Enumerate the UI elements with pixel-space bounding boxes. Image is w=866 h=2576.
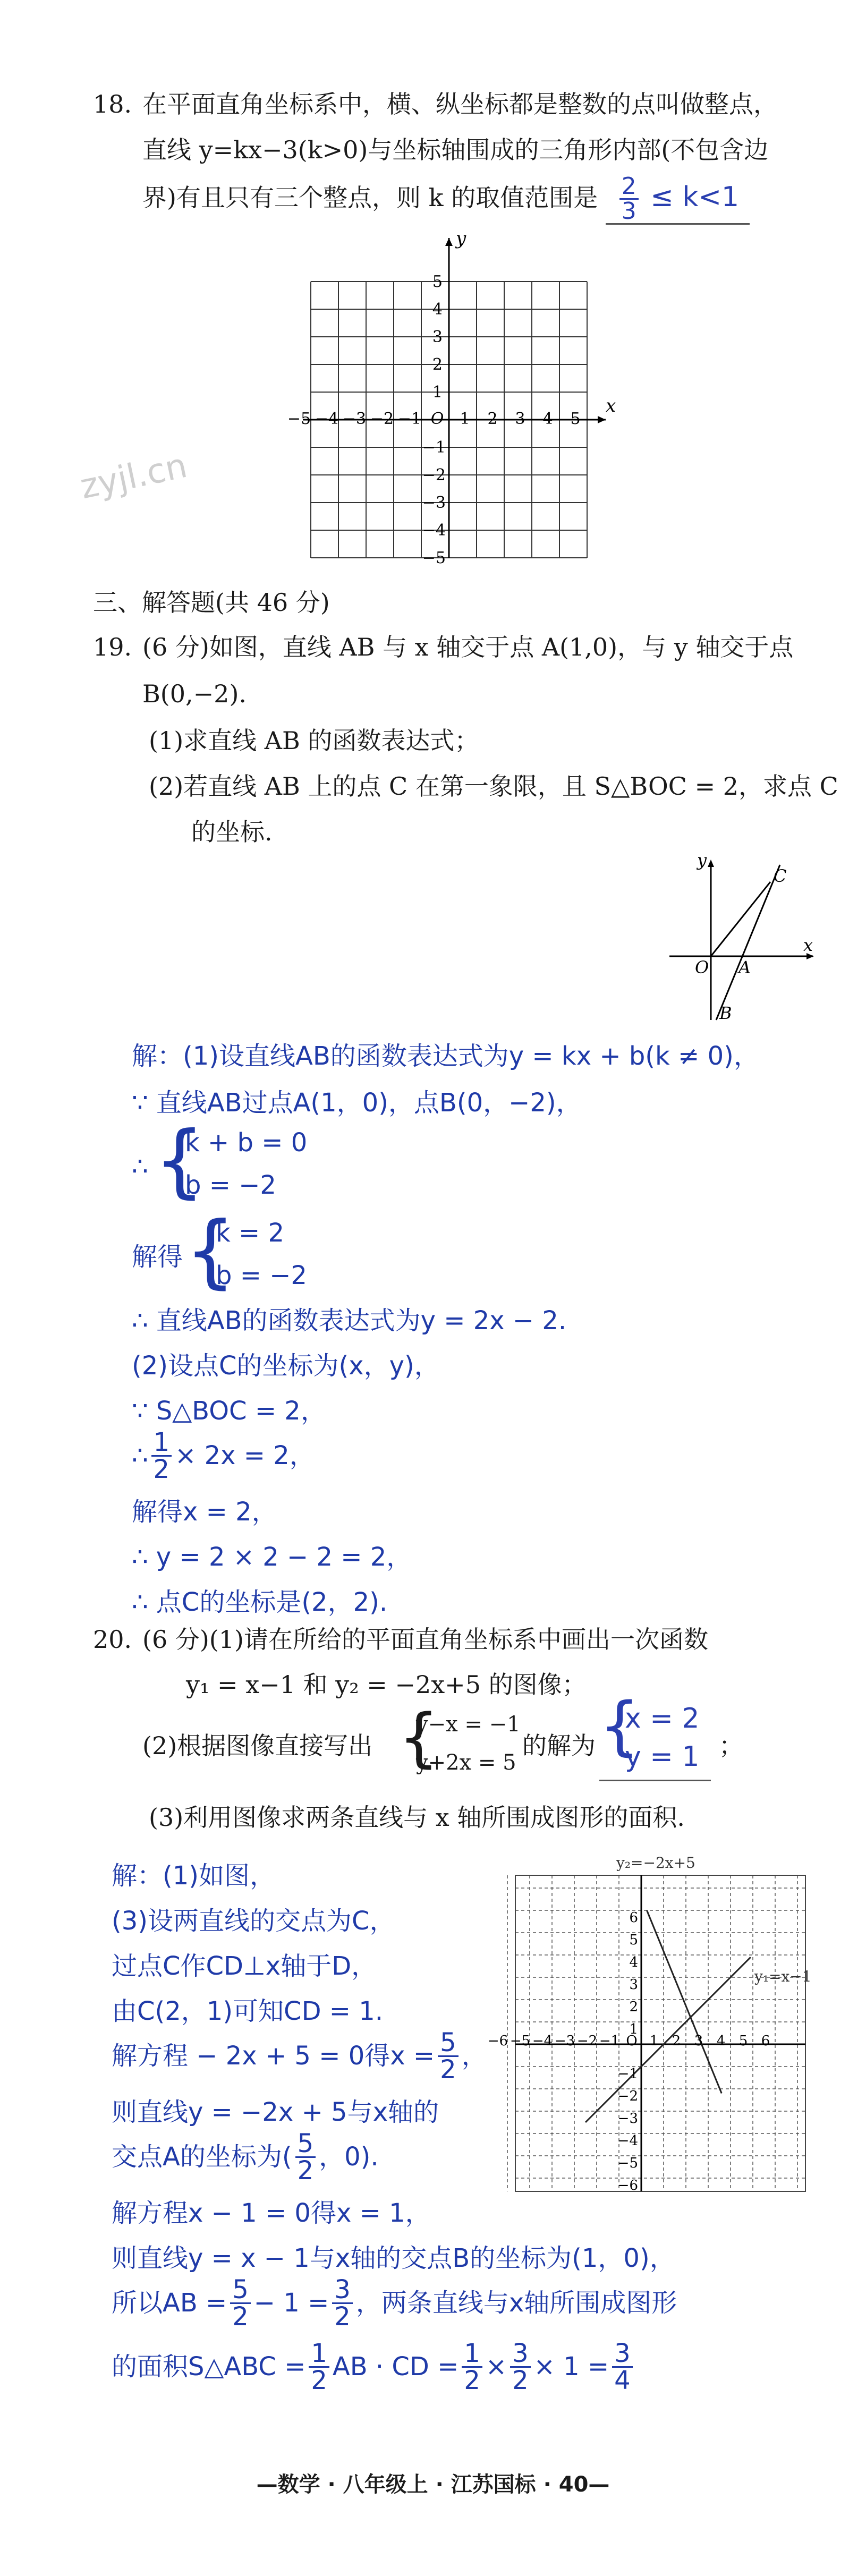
q20-line-y2 xyxy=(647,1910,722,2093)
q20-x-tick: −2 xyxy=(576,2033,598,2049)
q20-x-tick: 2 xyxy=(672,2033,681,2049)
q20-y-tick: −5 xyxy=(617,2155,638,2171)
q19-sol-l3-eq2: b = −2 xyxy=(185,1170,276,1200)
q19-figure xyxy=(664,850,823,1025)
q18-x-arrow xyxy=(598,416,606,423)
q20-sol-l5-post: ， xyxy=(461,2041,487,2071)
q19-line-AB xyxy=(716,865,780,1020)
q19-sol-l8-therefore: ∴ xyxy=(132,1441,148,1470)
q20-sol-l7-pre: 交点A的坐标为( xyxy=(112,2142,292,2172)
q20-sol-l10-frac2 xyxy=(332,2274,353,2332)
q20-sol-l10-d2: 2 xyxy=(334,2301,351,2332)
q18-y-tick: −4 xyxy=(422,521,446,540)
q18-grid-figure xyxy=(287,228,616,568)
q18-line1: 在平面直角坐标系中，横、纵坐标都是整数的点叫做整点， xyxy=(142,90,778,118)
q20-sol-l10-n2: 3 xyxy=(332,2277,353,2304)
q20-sol-l11-d4: 4 xyxy=(614,2365,631,2395)
q20-sol-l11-mid1: AB · CD = xyxy=(332,2352,459,2382)
q20-sol-l11-d1: 2 xyxy=(311,2365,327,2395)
q20-x-tick: −4 xyxy=(532,2033,553,2049)
q18-x-label: x xyxy=(606,395,616,416)
q18-answer-rest: ≤ k<1 xyxy=(650,181,740,213)
q20-sol-l9: 则直线y = x − 1与x轴的交点B的坐标为(1，0)， xyxy=(112,2243,675,2273)
q18-y-tick: 5 xyxy=(432,273,443,291)
q19-sol-l4-label: 解得 xyxy=(132,1242,183,1272)
q20-sol-l8: 解方程x − 1 = 0得x = 1， xyxy=(112,2198,431,2228)
q19-sol-l4-brace: { xyxy=(185,1205,236,1297)
q20-label-y1: y₁=x−1 xyxy=(754,1968,812,1985)
q18-x-tick: 5 xyxy=(570,410,581,428)
q18-x-tick: −3 xyxy=(342,410,367,428)
q19-label-y: y xyxy=(697,850,707,870)
q20-sol-l11-frac1 xyxy=(309,2338,329,2395)
q20-answer-y: y = 1 xyxy=(625,1741,700,1773)
q18-x-tick: −2 xyxy=(370,410,394,428)
q20-x-tick: −1 xyxy=(599,2033,620,2049)
q19-label-B: B xyxy=(719,1003,732,1023)
q19-sol-l8-fraction xyxy=(151,1427,172,1484)
q20-line2: y₁ = x−1 和 y₂ = −2x+5 的图像； xyxy=(186,1670,587,1699)
q19-sol-l4-eq2: b = −2 xyxy=(216,1261,307,1290)
q20-sol-l11 xyxy=(112,2335,636,2399)
q19-sol-l2: ∵ 直线AB过点A(1，0)，点B(0，−2)， xyxy=(132,1088,582,1118)
q20-graph xyxy=(487,1849,813,2221)
q18-x-tick: 1 xyxy=(460,410,470,428)
q19-sol-l3 xyxy=(132,1115,504,1209)
q20-sol-l10-frac1 xyxy=(230,2274,251,2332)
q19-line-OC xyxy=(711,882,770,956)
q18-y-tick: 1 xyxy=(432,383,443,402)
q20-sol-l10-post: ，两条直线与x轴所围成图形 xyxy=(355,2288,677,2318)
q20-x-tick: 6 xyxy=(761,2033,770,2049)
q18-x-tick: 4 xyxy=(542,410,553,428)
q18-x-tick: 3 xyxy=(515,410,525,428)
q19-sol-l4 xyxy=(132,1205,504,1299)
q19-sol-l8-num: 1 xyxy=(151,1430,172,1457)
q20-sol-l2: (3)设两直线的交点为C， xyxy=(112,1906,395,1936)
q18-y-tick: 3 xyxy=(432,328,443,346)
q20-sol-l11-mid2: × xyxy=(485,2352,507,2382)
q19-sol-l6: (2)设点C的坐标为(x，y)， xyxy=(132,1351,440,1381)
q18-y-tick: −2 xyxy=(422,466,446,484)
q20-answer-box xyxy=(599,1689,711,1781)
q20-y-tick: 5 xyxy=(629,1932,638,1948)
q18-x-tick: O xyxy=(430,410,444,428)
q20-line1: (6 分)(1)请在所给的平面直角坐标系中画出一次函数 xyxy=(142,1625,708,1654)
q19-sol-l4-eq1: k = 2 xyxy=(216,1218,285,1248)
q20-sol-l3: 过点C作CD⊥x轴于D， xyxy=(112,1951,377,1981)
q18-y-arrow xyxy=(445,238,453,246)
q20-y-tick: −3 xyxy=(617,2111,638,2127)
q20-y-tick: 4 xyxy=(629,1954,638,1970)
q18-answer-den: 3 xyxy=(621,197,636,225)
q20-x-tick: 5 xyxy=(738,2033,748,2049)
q18-number: 18. xyxy=(93,90,132,118)
q20-sol-l4: 由C(2，1)可知CD = 1. xyxy=(112,1996,384,2026)
q20-sol-l5-pre: 解方程 − 2x + 5 = 0得x = xyxy=(112,2041,435,2071)
q19-sol-l3-therefore: ∴ xyxy=(132,1152,148,1181)
q19-part2a: (2)若直线 AB 上的点 C 在第一象限，且 S△BOC = 2，求点 C xyxy=(149,772,838,801)
page-footer: —数学 · 八年级上 · 江苏国标 · 40— xyxy=(256,2472,610,2497)
q18-y-tick: −1 xyxy=(422,438,446,457)
q20-x-tick: −3 xyxy=(554,2033,575,2049)
q19-part1: (1)求直线 AB 的函数表达式； xyxy=(149,726,479,755)
q20-part2-pre: (2)根据图像直接写出 xyxy=(142,1731,373,1760)
q20-answer-x: x = 2 xyxy=(625,1703,700,1735)
q20-part3: (3)利用图像求两条直线与 x 轴所围成图形的面积. xyxy=(149,1803,685,1832)
q20-sol-l11-frac4 xyxy=(612,2338,633,2395)
q19-line2: B(0,−2). xyxy=(142,679,247,708)
q20-sol-l7 xyxy=(112,2125,379,2189)
q19-sol-l10: ∴ y = 2 × 2 − 2 = 2， xyxy=(132,1542,412,1572)
q18-y-tick: −5 xyxy=(422,549,446,567)
q20-x-tick: O xyxy=(626,2033,638,2049)
q20-sol-l10-n1: 5 xyxy=(230,2277,251,2304)
q19-sol-l8 xyxy=(132,1424,315,1487)
q20-sol-l10-mid: − 1 = xyxy=(253,2288,329,2318)
q20-y-tick: −2 xyxy=(617,2088,638,2104)
q18-x-tick: 2 xyxy=(487,410,498,428)
q20-sol-l6: 则直线y = −2x + 5与x轴的 xyxy=(112,2097,439,2127)
q20-part2-end: ； xyxy=(719,1731,743,1760)
q20-answer-brace: { xyxy=(599,1689,640,1763)
q20-sol-l11-mid3: × 1 = xyxy=(533,2352,609,2382)
q20-part2-brace: { xyxy=(398,1701,439,1775)
q19-y-arrow xyxy=(708,860,714,867)
q20-sol-l7-num: 5 xyxy=(295,2131,316,2158)
q20-sol-l11-d3: 2 xyxy=(512,2365,529,2395)
q20-sol-l7-post: ，0). xyxy=(319,2142,379,2172)
q18-y-tick: 4 xyxy=(432,300,443,319)
q19-number: 19. xyxy=(93,633,132,661)
q20-y-tick: 3 xyxy=(629,1977,638,1993)
q18-y-tick: −3 xyxy=(422,494,446,512)
q20-sol-l11-n3: 3 xyxy=(510,2341,531,2368)
q20-y-tick: 2 xyxy=(629,1999,638,2015)
q19-label-C: C xyxy=(774,866,787,886)
q19-label-A: A xyxy=(738,957,751,977)
q20-x-tick: 4 xyxy=(716,2033,726,2049)
q18-line3 xyxy=(142,173,750,225)
q20-sol-l7-fraction xyxy=(295,2128,316,2186)
q19-label-x: x xyxy=(803,935,813,955)
q20-y-tick: −4 xyxy=(617,2133,638,2149)
q20-sol-l11-n2: 1 xyxy=(462,2341,482,2368)
q20-sol-l11-frac2 xyxy=(462,2338,482,2395)
q18-answer-num: 2 xyxy=(619,175,639,200)
q19-line1: (6 分)如图，直线 AB 与 x 轴交于点 A(1,0)，与 y 轴交于点 xyxy=(142,633,794,661)
q20-number: 20. xyxy=(93,1625,132,1654)
q18-y-tick: 2 xyxy=(432,355,443,374)
q20-y-tick: −6 xyxy=(617,2178,638,2194)
q20-sol-l11-n4: 3 xyxy=(612,2341,633,2368)
q20-sol-l10-pre: 所以AB = xyxy=(112,2288,227,2318)
q19-sol-l3-eq1: k + b = 0 xyxy=(185,1128,308,1158)
watermark: zyjl.cn xyxy=(77,446,191,507)
q19-sol-l7: ∵ S△BOC = 2， xyxy=(132,1396,326,1426)
q19-part2b: 的坐标. xyxy=(191,818,273,846)
q20-label-y2: y₂=−2x+5 xyxy=(616,1854,695,1872)
q18-y-label: y xyxy=(456,228,466,249)
q20-x-tick: 3 xyxy=(694,2033,703,2049)
q18-answer xyxy=(606,173,750,225)
q19-sol-l9: 解得x = 2， xyxy=(132,1497,277,1527)
q20-x-tick: −5 xyxy=(510,2033,531,2049)
q18-x-tick: −1 xyxy=(397,410,422,428)
q20-sol-l5 xyxy=(112,2024,487,2088)
q20-part2-mid: 的解为 xyxy=(522,1731,596,1760)
q19-sol-l8-den: 2 xyxy=(153,1454,170,1484)
q19-sol-l1: 解：(1)设直线AB的函数表达式为y = kx + b(k ≠ 0)， xyxy=(132,1041,759,1071)
q18-answer-fraction xyxy=(619,172,639,225)
q20-sys-eq1: y−x = −1 xyxy=(416,1712,521,1737)
q19-sol-l8-rest: × 2x = 2， xyxy=(175,1441,315,1470)
q20-part2 xyxy=(142,1689,833,1790)
q19-sol-l3-brace: { xyxy=(154,1115,205,1207)
q20-sol-l11-d2: 2 xyxy=(464,2365,480,2395)
q20-y-tick: 1 xyxy=(629,2021,638,2037)
q19-label-O: O xyxy=(695,957,709,977)
q18-line2: 直线 y=kx−3(k>0)与坐标轴围成的三角形内部(不包含边 xyxy=(142,135,769,164)
q18-x-tick: −4 xyxy=(315,410,339,428)
q20-sol-l5-num: 5 xyxy=(438,2030,459,2057)
q20-y-tick: −1 xyxy=(617,2066,638,2082)
q20-sol-l11-n1: 1 xyxy=(309,2341,329,2368)
q20-sol-l1: 解：(1)如图， xyxy=(112,1861,275,1891)
q19-sol-l11: ∴ 点C的坐标是(2，2). xyxy=(132,1587,388,1617)
q20-x-tick: −6 xyxy=(487,2033,508,2049)
q20-sol-l10 xyxy=(112,2271,677,2335)
q18-x-tick: −5 xyxy=(287,410,311,428)
q20-sol-l5-den: 2 xyxy=(440,2054,456,2085)
q20-sol-l11-pre: 的面积S△ABC = xyxy=(112,2352,306,2382)
q19-sol-l5: ∴ 直线AB的函数表达式为y = 2x − 2. xyxy=(132,1306,567,1336)
q20-y-tick: 6 xyxy=(629,1910,638,1926)
section-3-title: 三、解答题(共 46 分) xyxy=(93,588,330,617)
q20-sol-l7-den: 2 xyxy=(297,2155,314,2186)
q20-sol-l11-frac3 xyxy=(510,2338,531,2395)
q18-line3-text: 界)有且只有三个整点，则 k 的取值范围是 xyxy=(142,183,598,212)
q20-sol-l5-fraction xyxy=(438,2027,459,2085)
q20-sys-eq2: y+2x = 5 xyxy=(416,1750,516,1775)
q20-sol-l10-d1: 2 xyxy=(232,2301,249,2332)
q20-x-tick: 1 xyxy=(649,2033,659,2049)
